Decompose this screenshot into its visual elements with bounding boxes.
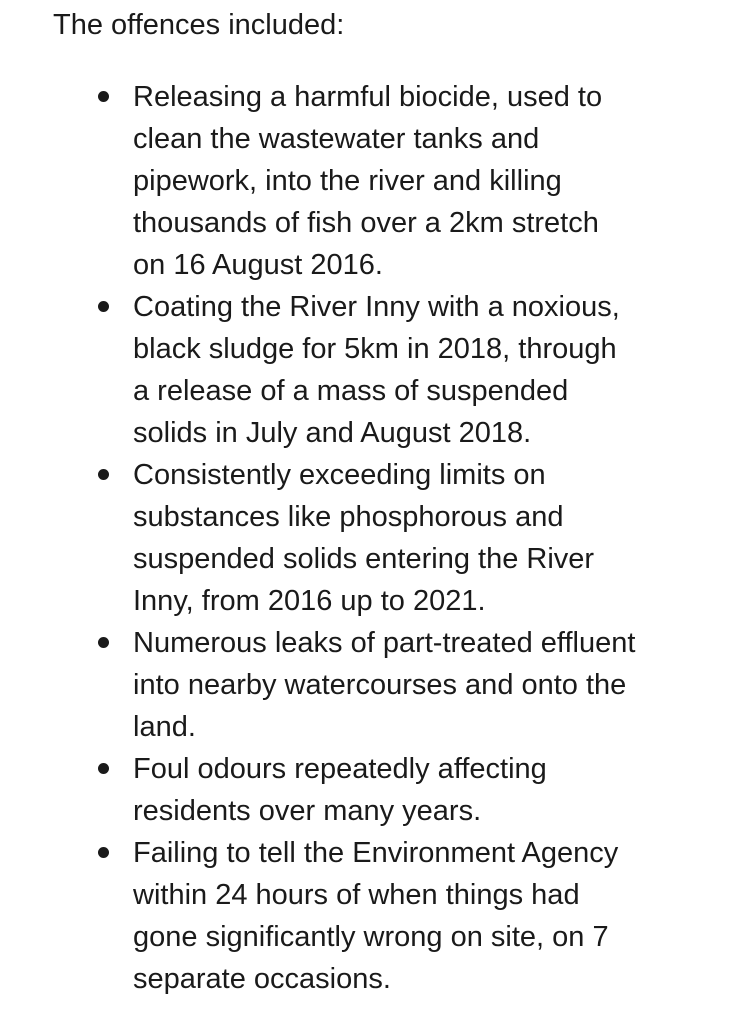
list-item <box>0 286 750 454</box>
bullet-icon <box>98 763 109 774</box>
item-line: within 24 hours of when things had <box>133 879 580 911</box>
item-line: Releasing a harmful biocide, used to <box>133 81 603 113</box>
item-line: on 16 August 2016. <box>133 249 383 281</box>
offences-list <box>0 76 750 1000</box>
bullet-icon <box>98 301 109 312</box>
bullet-icon <box>98 847 109 858</box>
item-line: separate occasions. <box>133 963 391 995</box>
item-line: substances like phosphorous and <box>133 501 564 533</box>
item-line: gone significantly wrong on site, on 7 <box>133 921 609 953</box>
intro-text: The offences included: <box>53 9 345 41</box>
item-line: Failing to tell the Environment Agency <box>133 837 619 869</box>
list-item <box>0 76 750 286</box>
item-line: Inny, from 2016 up to 2021. <box>133 585 486 617</box>
item-line: thousands of fish over a 2km stretch <box>133 207 599 239</box>
item-line: Numerous leaks of part-treated effluent <box>133 627 636 659</box>
item-line: clean the wastewater tanks and <box>133 123 540 155</box>
bullet-icon <box>98 637 109 648</box>
list-item <box>0 454 750 622</box>
item-line: Consistently exceeding limits on <box>133 459 546 491</box>
list-item <box>0 622 750 748</box>
item-line: land. <box>133 711 196 743</box>
item-line: Coating the River Inny with a noxious, <box>133 291 620 323</box>
item-line: pipework, into the river and killing <box>133 165 562 197</box>
item-line: residents over many years. <box>133 795 482 827</box>
bullet-icon <box>98 469 109 480</box>
item-line: solids in July and August 2018. <box>133 417 532 449</box>
item-line: Foul odours repeatedly affecting <box>133 753 547 785</box>
list-item <box>0 748 750 832</box>
bullet-icon <box>98 91 109 102</box>
item-line: suspended solids entering the River <box>133 543 595 575</box>
item-line: into nearby watercourses and onto the <box>133 669 627 701</box>
item-line: black sludge for 5km in 2018, through <box>133 333 617 365</box>
item-line: a release of a mass of suspended <box>133 375 569 407</box>
list-item <box>0 832 750 1000</box>
